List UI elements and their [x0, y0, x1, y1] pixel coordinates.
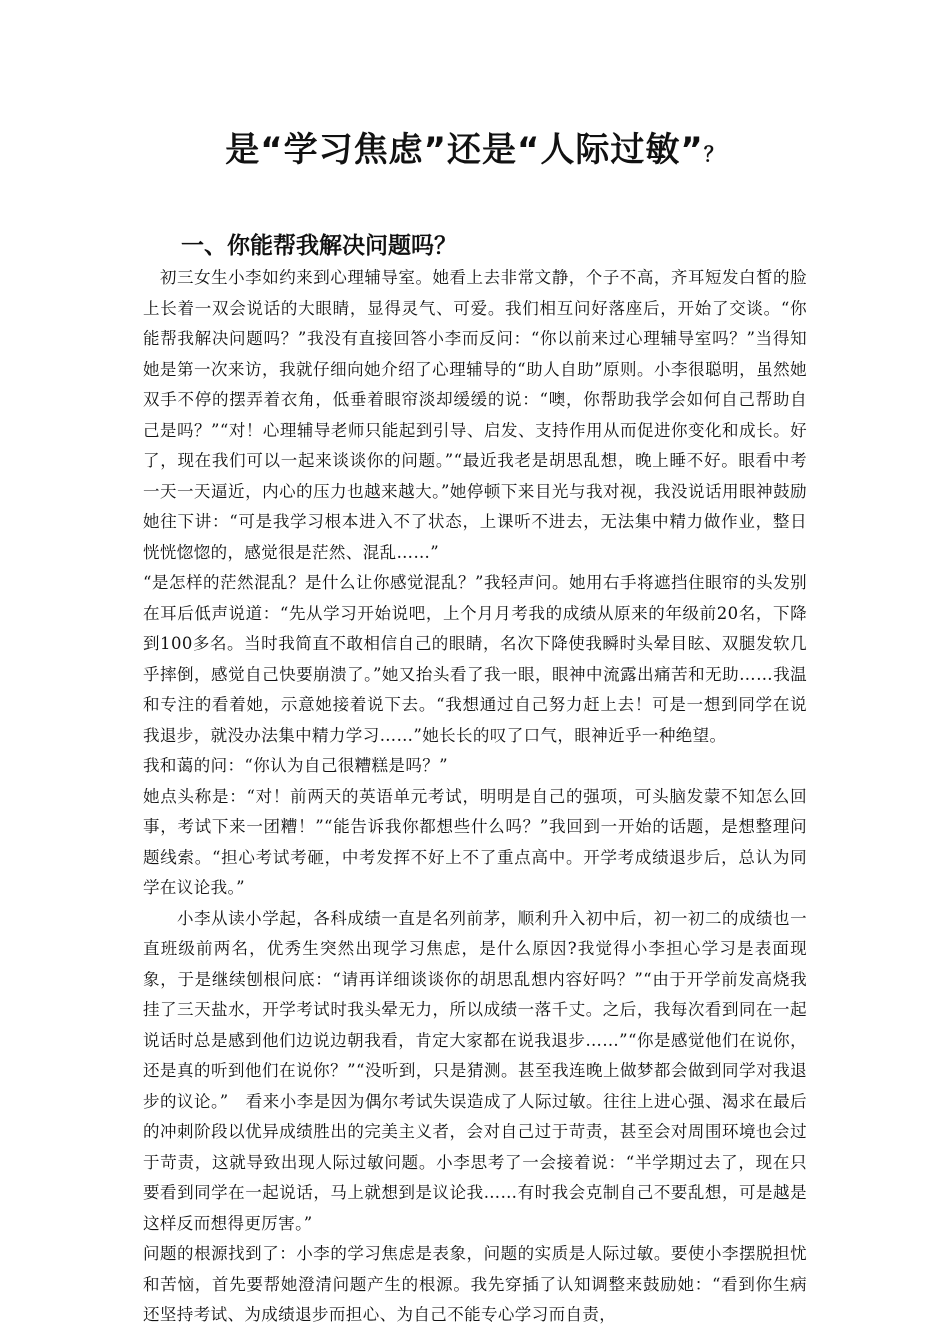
paragraph: 我和蔼的问：“你认为自己很糟糕是吗？”	[143, 756, 448, 775]
paragraph: 小李从读小学起，各科成绩一直是名列前茅，顺利升入初中后，初一初二的成绩也一直班级前两名，优秀生突然出现学习焦虑，是什么原因?我觉得小李担心学习是表面现象，于是继续刨根问底：“请再详细谈谈你的胡思乱想内容好吗？”“由于开学前发高烧我挂了三天盐水，开学考试时我头晕无力，所以成绩一落千丈。之后，我每次看到同在一起说话时总是感到他们边说边朝我看，肯定大家都在说我退步……”“你是感觉他们在说你，还是真的听到他们在说你？”“没听到，只是猜测。甚至我连晚上做梦都会做到同学对我退步的议论。” 看来小李是因为偶尔考试失误造成了人际过敏。往往上进心强、渴求在最后的冲刺阶段以优异成绩胜出的完美主义者，会对自己过于苛责，甚至会对周围环境也会过于苛责，这就导致出现人际过敏问题。小李思考了一会接着说：“半学期过去了，现在只要看到同学在一起说话，马上就想到是议论我……有时我会克制自己不要乱想，可是越是这样反而想得更厉害。”	[143, 908, 807, 1233]
paragraph: 她点头称是：“对！前两天的英语单元考试，明明是自己的强项，可头脑发蒙不知怎么回事，考试下来一团糟！”“能告诉我你都想些什么吗？”我回到一开始的话题，是想整理问题线索。“担心考试考砸，中考发挥不好上不了重点高中。开学考成绩退步后，总认为同学在议论我。”	[143, 786, 807, 897]
title-question-mark: ？	[703, 142, 725, 166]
paragraph: 问题的根源找到了：小李的学习焦虑是表象，问题的实质是人际过敏。要使小李摆脱担忧和苦恼，首先要帮她澄清问题产生的根源。我先穿插了认知调整来鼓励她：“看到你生病还坚持考试、为成绩退步而担心、为自己不能专心学习而自责，	[143, 1244, 807, 1324]
document-title	[0, 126, 950, 178]
title-text: 是“学习焦虑”还是“人际过敏”	[225, 130, 704, 170]
paragraph: “是怎样的茫然混乱？是什么让你感觉混乱？”我轻声问。她用右手将遮挡住眼帘的头发别在耳后低声说道：“先从学习开始说吧，上个月月考我的成绩从原来的年级前20名，下降到100多名。当时我简直不敢相信自己的眼睛，名次下降使我瞬时头晕目眩、双腿发软几乎摔倒，感觉自己快要崩溃了。”她又抬头看了我一眼，眼神中流露出痛苦和无助……我温和专注的看着她，示意她接着说下去。“我想通过自己努力赶上去！可是一想到同学在说我退步，就没办法集中精力学习……”她长长的叹了口气，眼神近乎一种绝望。	[143, 573, 807, 745]
document-body	[143, 263, 807, 1331]
section-heading: 一、你能帮我解决问题吗？	[181, 233, 457, 259]
paragraph: 初三女生小李如约来到心理辅导室。她看上去非常文静，个子不高，齐耳短发白皙的脸上长着一双会说话的大眼睛，显得灵气、可爱。我们相互问好落座后，开始了交谈。“你能帮我解决问题吗？”我没有直接回答小李而反问：“你以前来过心理辅导室吗？”当得知她是第一次来访，我就仔细向她介绍了心理辅导的“助人自助”原则。小李很聪明，虽然她双手不停的摆弄着衣角，低垂着眼帘淡却缓缓的说：“噢，你帮助我学会如何自己帮助自己是吗？”“对！心理辅导老师只能起到引导、启发、支持作用从而促进你变化和成长。好了，现在我们可以一起来谈谈你的问题。”“最近我老是胡思乱想，晚上睡不好。眼看中考一天一天逼近，内心的压力也越来越大。”她停顿下来目光与我对视，我没说话用眼神鼓励她往下讲：“可是我学习根本进入不了状态，上课听不进去，无法集中精力做作业，整日恍恍惚惚的，感觉很是茫然、混乱……”	[143, 268, 807, 562]
